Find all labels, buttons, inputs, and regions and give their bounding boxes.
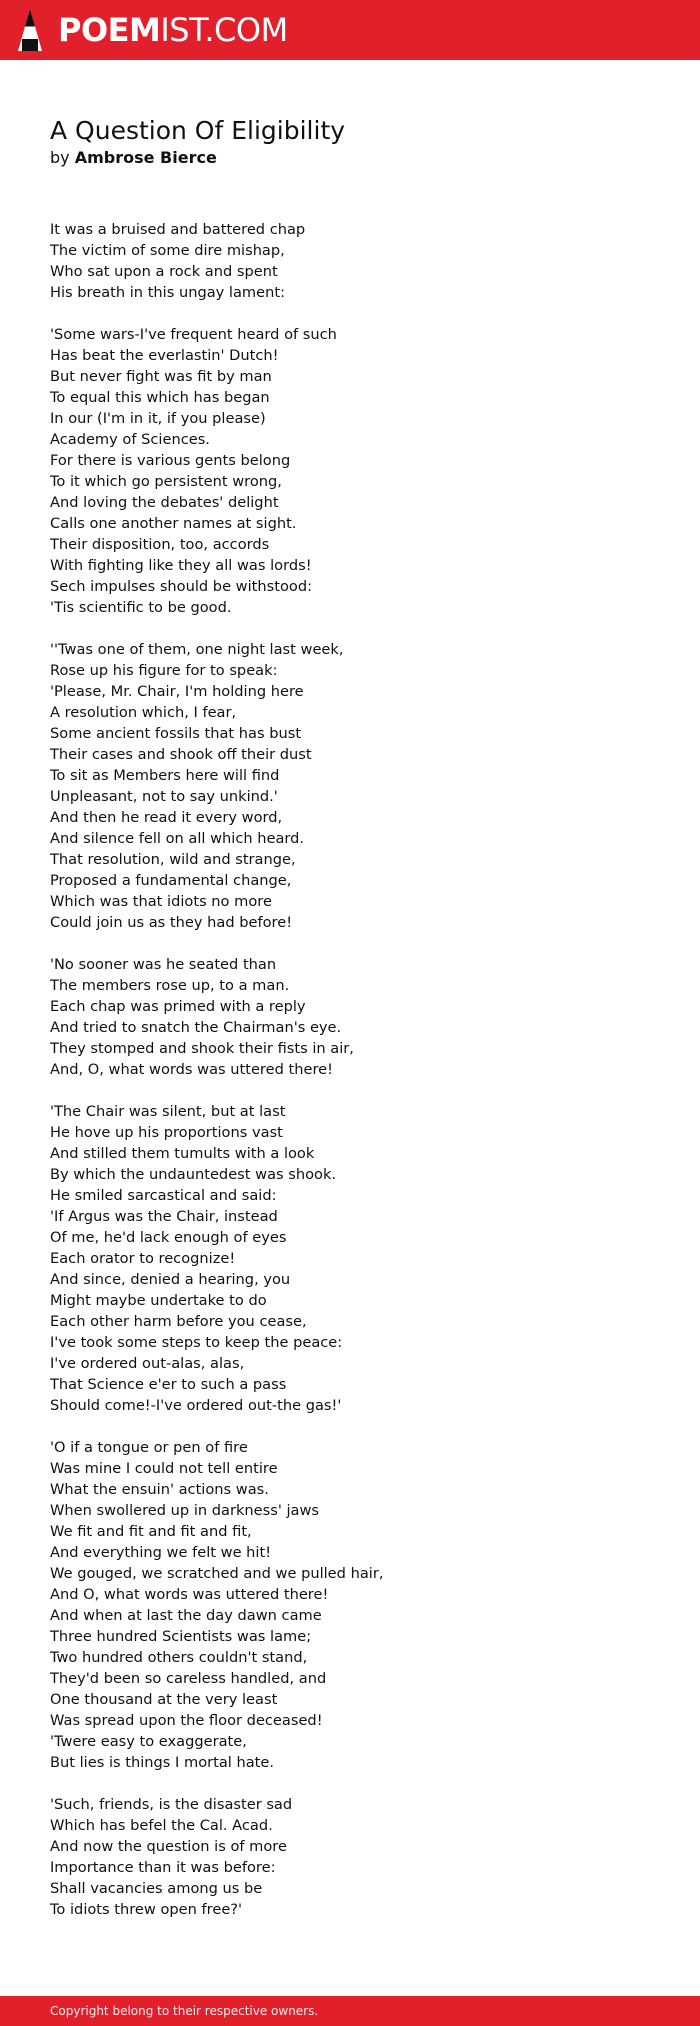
poem-line: And when at last the day dawn came (50, 1607, 322, 1624)
poem-line: It was a bruised and battered chap (50, 221, 306, 238)
logo-text-bold: POEM (58, 11, 161, 49)
poem-line: To idiots threw open free?' (50, 1901, 243, 1918)
poem-line: And silence fell on all which heard. (50, 830, 305, 847)
poem-line: One thousand at the very least (50, 1691, 278, 1708)
poem-line: And stilled them tumults with a look (50, 1145, 315, 1162)
poem-line: But never fight was fit by man (50, 368, 272, 385)
poem-stanza (50, 1437, 650, 1773)
poem-line: We gouged, we scratched and we pulled hair, (50, 1565, 384, 1582)
poem-line: And loving the debates' delight (50, 494, 279, 511)
poem-line: Their disposition, too, accords (50, 536, 270, 553)
poem-line: And tried to snatch the Chairman's eye. (50, 1019, 342, 1036)
poem-line: Of me, he'd lack enough of eyes (50, 1229, 287, 1246)
poem-stanza (50, 1101, 650, 1416)
logo-text-light: IST.COM (160, 11, 288, 49)
poem-line: Could join us as they had before! (50, 914, 293, 931)
poem-line: Calls one another names at sight. (50, 515, 297, 532)
poem-line: By which the undauntedest was shook. (50, 1166, 337, 1183)
poem-title: A Question Of Eligibility (50, 116, 346, 145)
poem-line: Shall vacancies among us be (50, 1880, 263, 1897)
poem-content (50, 115, 650, 1941)
byline-label: by (50, 148, 70, 167)
poem-stanza (50, 1794, 650, 1920)
poem-line: To equal this which has began (50, 389, 270, 406)
poem-line: Each chap was primed with a reply (50, 998, 306, 1015)
poem-line: Was spread upon the floor deceased! (50, 1712, 323, 1729)
poem-line: What the ensuin' actions was. (50, 1481, 269, 1498)
poem-line: Importance than it was before: (50, 1859, 276, 1876)
poem-line: To it which go persistent wrong, (50, 473, 282, 490)
poem-line: 'Please, Mr. Chair, I'm holding here (50, 683, 304, 700)
poem-line: 'Such, friends, is the disaster sad (50, 1796, 293, 1813)
poem-body (50, 219, 650, 1920)
poem-stanza (50, 954, 650, 1080)
poem-line: And everything we felt we hit! (50, 1544, 272, 1561)
poem-line: Was mine I could not tell entire (50, 1460, 278, 1477)
poem-line: Might maybe undertake to do (50, 1292, 267, 1309)
poem-line: They'd been so careless handled, and (50, 1670, 327, 1687)
poem-line: And, O, what words was uttered there! (50, 1061, 333, 1078)
poem-line: Should come!-I've ordered out-the gas!' (50, 1397, 342, 1414)
poem-line: The victim of some dire mishap, (50, 242, 285, 259)
poem-line: 'Tis scientific to be good. (50, 599, 232, 616)
poem-line: He hove up his proportions vast (50, 1124, 283, 1141)
poem-line: Unpleasant, not to say unkind.' (50, 788, 278, 805)
poem-line: 'Some wars-I've frequent heard of such (50, 326, 337, 343)
poem-line: Each other harm before you cease, (50, 1313, 307, 1330)
poem-line: Sech impulses should be withstood: (50, 578, 313, 595)
poem-line: ''Twas one of them, one night last week, (50, 641, 344, 658)
poem-line: That resolution, wild and strange, (50, 851, 296, 868)
poem-line: Who sat upon a rock and spent (50, 263, 278, 280)
poem-line: 'If Argus was the Chair, instead (50, 1208, 278, 1225)
poem-line: Academy of Sciences. (50, 431, 210, 448)
poem-line: 'No sooner was he seated than (50, 956, 277, 973)
poem-line: And O, what words was uttered there! (50, 1586, 329, 1603)
poem-line: I've ordered out-alas, alas, (50, 1355, 245, 1372)
poem-line: He smiled sarcastical and said: (50, 1187, 277, 1204)
poem-line: 'The Chair was silent, but at last (50, 1103, 286, 1120)
poem-line: His breath in this ungay lament: (50, 284, 286, 301)
poem-line: We fit and fit and fit and fit, (50, 1523, 252, 1540)
poem-line: That Science e'er to such a pass (50, 1376, 287, 1393)
poem-stanza (50, 324, 650, 618)
author-name: Ambrose Bierce (74, 148, 217, 167)
poem-stanza (50, 639, 650, 933)
poem-line: With fighting like they all was lords! (50, 557, 312, 574)
poem-line: To sit as Members here will find (50, 767, 280, 784)
poem-line: The members rose up, to a man. (50, 977, 290, 994)
poem-line: Two hundred others couldn't stand, (50, 1649, 308, 1666)
poem-line: A resolution which, I fear, (50, 704, 237, 721)
poem-line: 'O if a tongue or pen of fire (50, 1439, 248, 1456)
poem-line: And since, denied a hearing, you (50, 1271, 291, 1288)
pencil-icon[interactable] (18, 9, 42, 51)
site-footer (0, 1996, 700, 2026)
site-header (0, 0, 700, 60)
poem-line: Proposed a fundamental change, (50, 872, 292, 889)
poem-line: Which has befel the Cal. Acad. (50, 1817, 273, 1834)
poem-line: And now the question is of more (50, 1838, 287, 1855)
copyright-notice: Copyright belong to their respective owners. (50, 2004, 319, 2018)
poem-line: And then he read it every word, (50, 809, 283, 826)
poem-line: But lies is things I mortal hate. (50, 1754, 275, 1771)
poem-line: For there is various gents belong (50, 452, 291, 469)
poem-stanza (50, 219, 650, 303)
poem-line: Their cases and shook off their dust (50, 746, 312, 763)
poem-line: When swollered up in darkness' jaws (50, 1502, 320, 1519)
poem-line: Each orator to recognize! (50, 1250, 236, 1267)
poem-line: Which was that idiots no more (50, 893, 272, 910)
poem-line: In our (I'm in it, if you please) (50, 410, 266, 427)
poem-line: Three hundred Scientists was lame; (50, 1628, 312, 1645)
poem-line: Rose up his figure for to speak: (50, 662, 278, 679)
poem-line: They stomped and shook their fists in air, (50, 1040, 354, 1057)
poem-line: 'Twere easy to exaggerate, (50, 1733, 247, 1750)
site-logo[interactable] (58, 11, 288, 49)
poem-line: Some ancient fossils that has bust (50, 725, 302, 742)
poem-line: I've took some steps to keep the peace: (50, 1334, 343, 1351)
byline (50, 147, 650, 169)
poem-line: Has beat the everlastin' Dutch! (50, 347, 279, 364)
